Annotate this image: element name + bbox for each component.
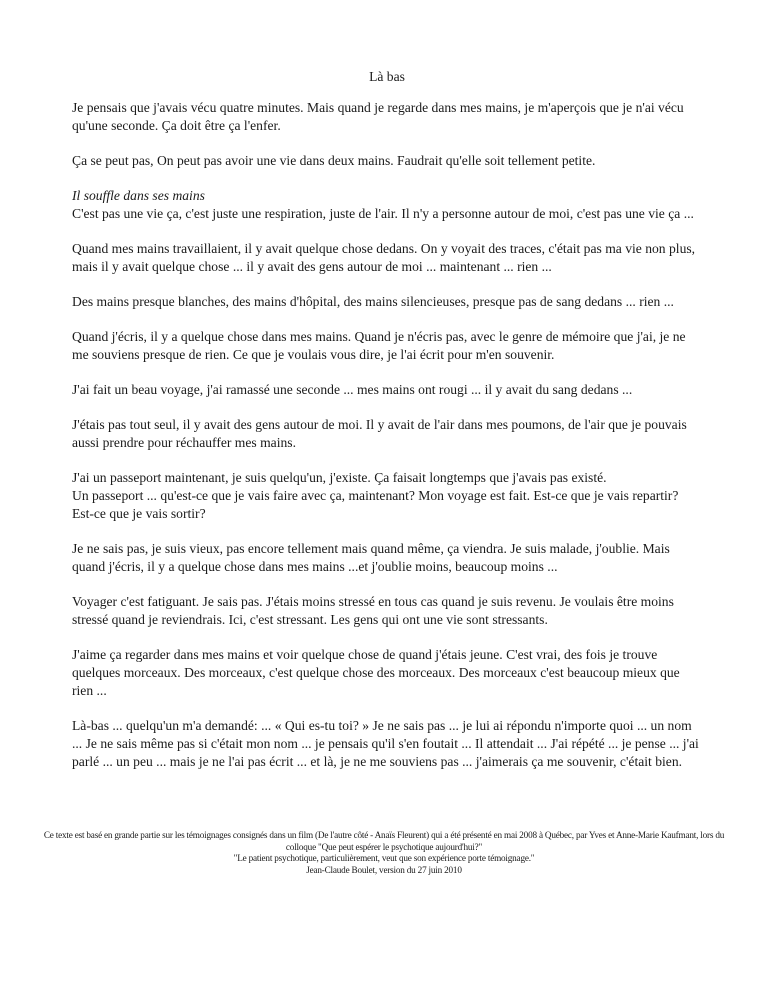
italic-subheading: Il souffle dans ses mains bbox=[72, 188, 205, 203]
paragraph-4: Quand mes mains travaillaient, il y avait quelque chose dedans. On y voyait des traces, c'était pas ma vie non plus, mais il y avait quelque chose ... il y avait des gens autour de moi ... maintenant ... rien ... bbox=[72, 241, 696, 274]
footer-quote-line: "Le patient psychotique, particulièrement, veut que son expérience porte témoignage." bbox=[233, 853, 535, 863]
footer-author-line: Jean-Claude Boulet, version du 27 juin 2010 bbox=[306, 864, 462, 875]
paragraph-1: Je pensais que j'avais vécu quatre minutes. Mais quand je regarde dans mes mains, je m'aperçois que je n'ai vécu qu'une seconde. Ça doit être ça l'enfer. bbox=[72, 100, 684, 133]
paragraph-12: Là-bas ... quelqu'un m'a demandé: ... « Qui es-tu toi? » Je ne sais pas ... je lui ai répondu n'importe quoi ... un nom ... Je ne sais même pas si c'était mon nom ... je pensais qu'il s'en foutait ... Il attendait ... J'ai répété ... je pense ... j'ai parlé ... un peu ... mais je ne l'ai pas écrit ... et là, je ne me souviens pas ... j'aimerais ça me souvenir, c'était bien. bbox=[72, 718, 699, 769]
footer-source-line: Ce texte est basé en grande partie sur les témoignages consignés dans un film (De l'autre côté - Anaïs Fleurent) qui a été présenté en mai 2008 à Québec, par Yves et Anne-Marie Kaufmant, lors du colloque "Que peut espérer le psychotique aujourd'hui?" bbox=[43, 830, 725, 852]
paragraph-10: Voyager c'est fatiguant. Je sais pas. J'étais moins stressé en tous cas quand je suis revenu. Je voulais être moins stressé quand je reviendrais. Ici, c'est stressant. Les gens qui ont une vie sont stressants. bbox=[72, 594, 674, 627]
paragraph-2: Ça se peut pas, On peut pas avoir une vie dans deux mains. Faudrait qu'elle soit tellement petite. bbox=[72, 153, 596, 168]
footer-note bbox=[40, 830, 728, 876]
paragraph-passport-line-1: J'ai un passeport maintenant, je suis quelqu'un, j'existe. Ça faisait longtemps que j'avais pas existé. bbox=[72, 470, 607, 485]
document-title: Là bas bbox=[369, 69, 405, 84]
paragraph-7: J'ai fait un beau voyage, j'ai ramassé une seconde ... mes mains ont rougi ... il y avait du sang dedans ... bbox=[72, 382, 633, 397]
paragraph-11: J'aime ça regarder dans mes mains et voir quelque chose de quand j'étais jeune. C'est vrai, des fois je trouve quelques morceaux. Des morceaux, c'est quelque chose des morceaux. Des morceaux c'est beaucoup mieux que rien ... bbox=[72, 647, 680, 698]
paragraph-passport-line-2: Un passeport ... qu'est-ce que je vais faire avec ça, maintenant? Mon voyage est fait. Est-ce que je vais repartir? Est-ce que je vais sortir? bbox=[72, 488, 679, 521]
paragraph-8: J'étais pas tout seul, il y avait des gens autour de moi. Il y avait de l'air dans mes poumons, de l'air que je pouvais aussi prendre pour réchauffer mes mains. bbox=[72, 417, 687, 450]
paragraph-5: Des mains presque blanches, des mains d'hôpital, des mains silencieuses, presque pas de sang dedans ... rien ... bbox=[72, 294, 674, 309]
paragraph-9: Je ne sais pas, je suis vieux, pas encore tellement mais quand même, ça viendra. Je suis malade, j'oublie. Mais quand j'écris, il y a quelque chose dans mes mains ...et j'oublie moins, beaucoup moins ... bbox=[72, 541, 670, 574]
paragraph-3: C'est pas une vie ça, c'est juste une respiration, juste de l'air. Il n'y a personne autour de moi, c'est pas une vie ça ... bbox=[72, 206, 694, 221]
paragraph-6: Quand j'écris, il y a quelque chose dans mes mains. Quand je n'écris pas, avec le genre de mémoire que j'ai, je ne me souviens presque de rien. Ce que je voulais vous dire, je l'ai écrit pour m'en souvenir. bbox=[72, 329, 686, 362]
document-body bbox=[72, 68, 702, 788]
